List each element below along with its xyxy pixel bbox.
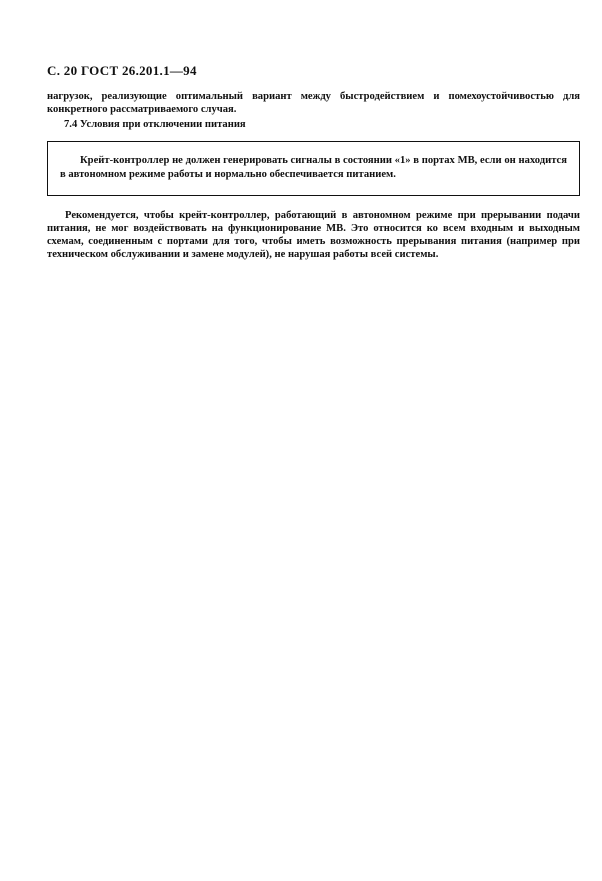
boxed-requirement: [47, 141, 580, 196]
boxed-requirement-text: Крейт-контроллер не должен генерировать сигналы в состоянии «1» в портах МВ, если он находится в автономном режиме работы и нормально обеспечивается питанием.: [60, 155, 567, 180]
continuation-paragraph: нагрузок, реализующие оптимальный вариант между быстродействием и помехоустойчивостью для конкретного рассматриваемого случая.: [47, 91, 580, 115]
page-header: С. 20 ГОСТ 26.201.1—94: [47, 63, 197, 78]
section-heading: 7.4 Условия при отключении питания: [64, 119, 246, 130]
recommendation-paragraph: Рекомендуется, чтобы крейт-контроллер, работающий в автономном режиме при прерывании подачи питания, не мог воздействовать на функционирование МВ. Это относится ко всем входным и выходным схемам, соединенным с портами для того, чтобы иметь возможность прерывания питания (например при техническом обслуживании и замене модулей), не нарушая работы всей системы.: [47, 210, 580, 260]
